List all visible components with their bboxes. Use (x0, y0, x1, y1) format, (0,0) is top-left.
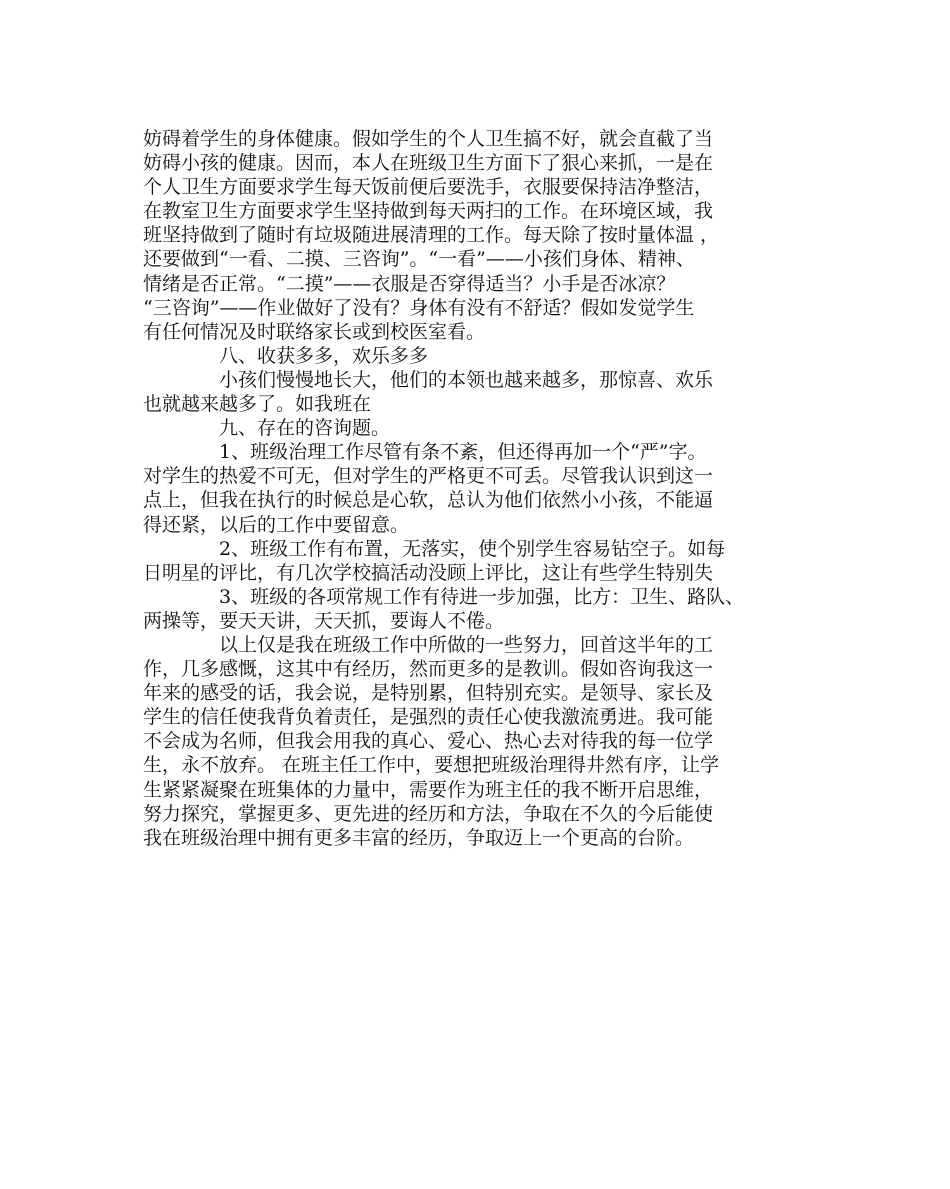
text-line: “三咨询”——作业做好了没有？身体有没有不舒适？假如发觉学生 (143, 296, 695, 319)
text-line: 两操等，要天天讲，天天抓，要诲人不倦。 (143, 609, 505, 632)
text-line: 得还紧，以后的工作中要留意。 (143, 513, 410, 536)
text-line: 我在班级治理中拥有更多丰富的经历，争取迈上一个更高的台阶。 (143, 826, 695, 849)
text-line: 也就越来越多了。如我班在 (143, 393, 372, 416)
section-heading: 八、收获多多，欢乐多多 (143, 344, 429, 367)
text-line: 年来的感受的话，我会说，是特别累，但特别充实。是领导、家长及 (143, 682, 714, 705)
text-line: 在教室卫生方面要求学生坚持做到每天两扫的工作。在环境区域，我 (143, 200, 714, 223)
text-line: 学生的信任使我背负着责任，是强烈的责任心使我激流勇进。我可能 (143, 706, 714, 729)
text-line: 作，几多感慨，这其中有经历，然而更多的是教训。假如咨询我这一 (143, 658, 714, 681)
text-line: 点上，但我在执行的时候总是心软，总认为他们依然小小孩，不能逼 (143, 489, 714, 512)
text-line: 小孩们慢慢地长大，他们的本领也越来越多，那惊喜、欢乐 (143, 368, 714, 391)
text-line: 妨碍着学生的身体健康。假如学生的个人卫生搞不好，就会直截了当 (143, 128, 714, 150)
text-line: 不会成为名师，但我会用我的真心、爱心、热心去对待我的每一位学 (143, 730, 714, 753)
text-line: 以上仅是我在班级工作中所做的一些努力，回首这半年的工 (143, 633, 714, 656)
text-line: 有任何情况及时联络家长或到校医室看。 (143, 320, 486, 343)
text-line: 生，永不放弃。 在班主任工作中，要想把班级治理得井然有序，让学 (143, 754, 720, 777)
text-line: 情绪是否正常。“二摸”——衣服是否穿得适当？小手是否冰凉？ (143, 272, 676, 295)
document-body (143, 127, 833, 850)
text-line: 日明星的评比，有几次学校搞活动没顾上评比，这让有些学生特别失 (143, 561, 714, 584)
text-line: 生紧紧凝聚在班集体的力量中，需要作为班主任的我不断开启思维， (143, 778, 714, 801)
text-line: 对学生的热爱不可无，但对学生的严格更不可丢。尽管我认识到这一 (143, 465, 714, 488)
text-line: 1、班级治理工作尽管有条不紊，但还得再加一个“严”字。 (143, 441, 707, 464)
text-line: 妨碍小孩的健康。因而，本人在班级卫生方面下了狠心来抓，一是在 (143, 152, 714, 175)
text-line: 2、班级工作有布置，无落实，使个别学生容易钻空子。如每 (143, 537, 726, 560)
text-line: 3、班级的各项常规工作有待进一步加强，比方：卫生、路队、 (143, 585, 745, 608)
text-line: 班坚持做到了随时有垃圾随进展清理的工作。每天除了按时量体温 ， (143, 224, 720, 247)
text-line: 个人卫生方面要求学生每天饭前便后要洗手，衣服要保持洁净整洁， (143, 176, 714, 199)
text-line: 努力探究，掌握更多、更先进的经历和方法，争取在不久的今后能使 (143, 802, 714, 825)
text-line: 还要做到“一看、二摸、三咨询”。“一看”——小孩们身体、精神、 (143, 248, 695, 271)
section-heading: 九、存在的咨询题。 (143, 417, 391, 440)
